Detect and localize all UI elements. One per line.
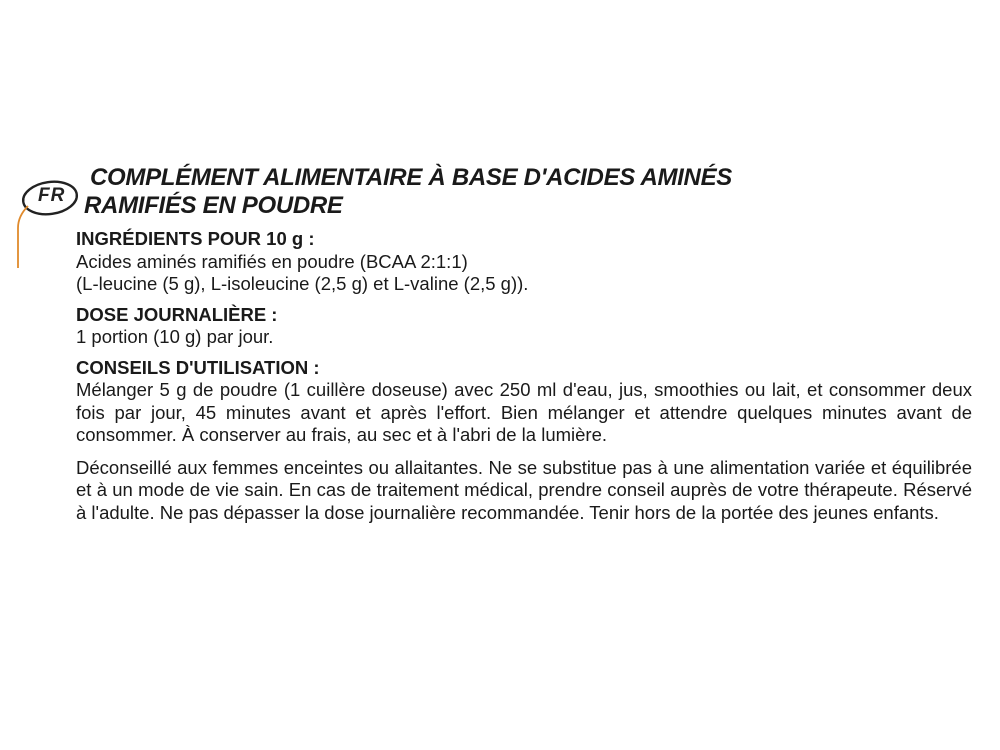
- ingredients-heading: INGRÉDIENTS POUR 10 g :: [76, 228, 315, 249]
- dose-text: 1 portion (10 g) par jour.: [76, 326, 274, 347]
- language-badge: [16, 176, 80, 272]
- ingredients-line-1: Acides aminés ramifiés en poudre (BCAA 2:1:1): [76, 250, 468, 272]
- label-content: [76, 228, 972, 524]
- warning-text: Déconseillé aux femmes enceintes ou allaitantes. Ne se substitue pas à une alimentation variée et équilibrée et à un mode de vie sain. En cas de traitement médical, prendre conseil auprès de votre thérapeute. Réservé à l'adulte. Ne pas dépasser la dose journalière recommandée. Tenir hors de la portée des jeunes enfants.: [76, 456, 972, 523]
- dose-heading: DOSE JOURNALIÈRE :: [76, 303, 278, 325]
- usage-text: Mélanger 5 g de poudre (1 cuillère doseuse) avec 250 ml d'eau, jus, smoothies ou lait, et consommer deux fois par jour, 45 minutes avant et après l'effort. Bien mélanger et attendre quelques minutes avant de consommer. À conserver au frais, au sec et à l'abri de la lumière.: [76, 379, 972, 445]
- product-title-line-2: RAMIFIÉS EN POUDRE: [84, 192, 343, 219]
- language-code: FR: [38, 185, 66, 206]
- usage-heading: CONSEILS D'UTILISATION :: [76, 356, 320, 378]
- ingredients-line-2: (L-leucine (5 g), L-isoleucine (2,5 g) et L-valine (2,5 g)).: [76, 273, 529, 294]
- usage-section: [76, 357, 972, 447]
- product-title-line-1: COMPLÉMENT ALIMENTAIRE À BASE D'ACIDES AMINÉS: [90, 164, 733, 191]
- product-title: [84, 164, 844, 220]
- ingredients-section: [76, 228, 972, 296]
- dose-section: [76, 304, 972, 349]
